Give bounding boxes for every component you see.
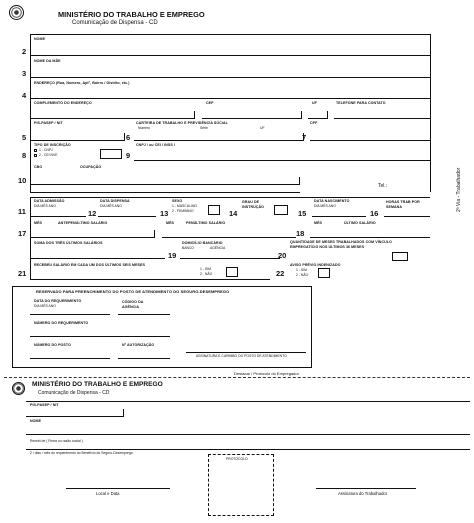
- field-16-number: 16: [370, 209, 379, 218]
- field-13-label: SEXO: [172, 199, 183, 203]
- field-17-input[interactable]: [30, 237, 155, 238]
- receipt-pis-end-tick: [123, 409, 124, 416]
- field-20-number: 20: [278, 251, 287, 260]
- field-8-number: 8: [22, 151, 27, 160]
- field-11-sub: DIA MÊS ANO: [34, 204, 56, 208]
- tel-label: Tel.:: [378, 183, 388, 189]
- receipt-top-line: [26, 401, 470, 402]
- field-21-input[interactable]: [226, 267, 238, 277]
- field-4-input[interactable]: [30, 98, 430, 99]
- field-16-label: HORAS TRAB POR SEMANA: [386, 200, 420, 209]
- field-13-input[interactable]: [208, 205, 220, 215]
- field-19-number: 19: [168, 251, 177, 260]
- field-21-number: 21: [18, 269, 27, 278]
- cep-end-tick: [301, 111, 302, 118]
- place-date-label: Local e Data: [96, 491, 120, 496]
- field-21-option-2: 2 - NÃO: [200, 272, 213, 276]
- field-14-number: 14: [229, 209, 238, 218]
- reserved-title: RESERVADO PARA PREENCHIMENTO DO POSTO DE ATENDIMENTO DO SEGURO-DESEMPREGO: [36, 289, 230, 294]
- field-3-number: 3: [22, 69, 27, 78]
- receipt-form-title: Comunicação de Dispensa - CD: [38, 390, 110, 396]
- field-8-option-2-checkbox[interactable]: [34, 154, 37, 157]
- receipt-received-label: Recebi de ( Firma ou razão social ): [30, 439, 83, 443]
- field-6-part-serie: Série: [200, 126, 208, 130]
- receipt-pis-label: PIS-PASEP / NIT: [30, 403, 59, 407]
- field-19-input[interactable]: [180, 258, 280, 259]
- field-13-option-1: 1 - MASCULINO: [172, 204, 198, 208]
- receipt-nome-input[interactable]: [26, 434, 470, 435]
- uf-label: UF: [312, 101, 317, 105]
- field-22-label: AVISO PRÉVIO INDENIZADO: [290, 263, 341, 267]
- field-11-input[interactable]: [30, 216, 86, 217]
- field-10-number: 10: [18, 176, 27, 185]
- field-18-label2: ÚLTIMO SALÁRIO: [344, 221, 376, 225]
- field-21-option-1: 1 - SIM: [200, 267, 211, 271]
- field-10-input[interactable]: [30, 184, 300, 185]
- field-8-option-1-checkbox[interactable]: [34, 149, 37, 152]
- uf-input[interactable]: [308, 118, 328, 119]
- field-18-label: PENÚLTIMO SALÁRIO: [186, 221, 226, 225]
- frame-right-line: [430, 34, 431, 192]
- req-number-label: NÚMERO DO REQUERIMENTO: [34, 321, 89, 325]
- field-17-end-tick: [154, 230, 155, 237]
- complement-label: COMPLEMENTO DO ENDEREÇO: [34, 101, 92, 105]
- field-3-end-tick: [430, 70, 431, 77]
- field-20-label: QUANTIDADE DE MESES TRABALHADOS COM VÍNCULO EMPREGATÍCIO NOS ÚLTIMOS 36 MESES: [290, 240, 392, 249]
- field-21-label: RECEBEU SALÁRIO EM CADA UM DOS ÚLTIMOS SEIS MESES: [34, 263, 145, 267]
- req-date-input[interactable]: [30, 314, 110, 315]
- field-7-input[interactable]: [310, 140, 430, 141]
- field-4-label: ENDEREÇO (Rua, Número, Apt°, Bairro / Distrito, etc.): [34, 81, 130, 85]
- cep-label: CEP: [206, 101, 214, 105]
- field-5-label: PIS-PASEP / NIT: [34, 121, 63, 125]
- field-19-part-agencia: AGÊNCIA: [210, 246, 226, 250]
- receipt-stamp-label: PROTOCOLO: [226, 457, 248, 461]
- field-18-mes: MÊS: [166, 221, 175, 225]
- field-11-number: 11: [18, 207, 26, 216]
- post-number-input[interactable]: [30, 358, 110, 359]
- field-15-label: DATA NASCIMENTO: [314, 199, 350, 203]
- field-20-input[interactable]: [392, 252, 408, 261]
- receipt-nome-label: NOME: [30, 419, 42, 423]
- soma-label: SOMA DOS TRÊS ÚLTIMOS SALÁRIOS: [34, 241, 103, 245]
- uf-end-tick: [327, 111, 328, 118]
- receipt-days-label: 2 / dias / mês do requerimento do Benefício do Seguro-Desemprego: [30, 451, 133, 455]
- agency-code-input[interactable]: [118, 314, 170, 315]
- field-8-input[interactable]: [100, 149, 122, 159]
- receipt-ministry-title: MINISTÉRIO DO TRABALHO E EMPREGO: [32, 381, 163, 388]
- signature-note: ASSINATURA E CARIMBO DO POSTO DE ATENDIMENTO: [196, 354, 287, 358]
- field-22-number: 22: [276, 269, 285, 278]
- worker-signature-line: [316, 488, 416, 489]
- frame-left-line: [30, 34, 31, 192]
- field-13-option-2: 2 - FEMININO: [172, 209, 194, 213]
- field-17-label: ANTEPENÚLTIMO SALÁRIO: [58, 221, 108, 225]
- field-8-option-1: 1 - CNPJ: [39, 148, 53, 152]
- block2-left-line: [30, 197, 31, 279]
- field-2-number: 2: [22, 47, 27, 56]
- field-18-input-ultimo[interactable]: [310, 237, 430, 238]
- cut-line-label: Destacar / Protocolo do Empregador: [234, 371, 299, 376]
- field-14-label: GRAU DE INSTRUÇÃO: [242, 200, 265, 209]
- cbo-label: CBO: [34, 165, 43, 169]
- auth-number-input[interactable]: [118, 358, 170, 359]
- receipt-stamp-box: [208, 454, 274, 516]
- field-4-end-tick: [430, 91, 431, 98]
- post-number-label: NÚMERO DO POSTO: [34, 343, 71, 347]
- field-3-input[interactable]: [30, 77, 430, 78]
- auth-number-label: Nº AUTORIZAÇÃO: [122, 343, 155, 347]
- worker-signature-label: Assinatura do Trabalhador: [338, 491, 388, 496]
- field-22-option-1: 1 - SIM: [296, 268, 307, 272]
- field-6-number: 6: [126, 133, 131, 142]
- soma-input[interactable]: [30, 258, 165, 259]
- field-8-option-2: 2 - CEI NVE: [39, 153, 58, 157]
- form-title: Comunicação de Dispensa - CD: [72, 20, 158, 26]
- field-6-part-numero: Número: [138, 126, 151, 130]
- field-8-label: TIPO DE INSCRIÇÃO: [34, 143, 71, 147]
- phone-input[interactable]: [334, 118, 430, 119]
- req-date-sub: DIA MÊS ANO: [34, 304, 56, 308]
- field-18-mes2: MÊS: [314, 221, 323, 225]
- field-18-input-penultimo[interactable]: [162, 237, 296, 238]
- place-date-line: [66, 488, 170, 489]
- field-16-input[interactable]: [384, 216, 430, 217]
- frame-bottom-line: [30, 192, 300, 193]
- field-9-input[interactable]: [134, 160, 430, 161]
- field-7-number: 7: [302, 133, 307, 142]
- agency-code-label: CÓDIGO DA AGÊNCIA: [122, 300, 144, 309]
- complement-end-tick: [194, 111, 195, 118]
- complement-input[interactable]: [30, 118, 195, 119]
- field-9-number: 9: [126, 151, 131, 160]
- block2-top-line: [30, 197, 430, 198]
- field-7-label: CPF: [310, 121, 318, 125]
- field-6-part-uf: UF: [260, 126, 265, 130]
- field-5-number: 5: [22, 133, 27, 142]
- field-15-number: 15: [298, 209, 307, 218]
- field-2-input[interactable]: [30, 55, 430, 56]
- field-12-number: 12: [88, 209, 97, 218]
- field-14-input[interactable]: [274, 205, 288, 215]
- signature-line: [186, 352, 306, 353]
- field-10-end-tick: [299, 177, 300, 184]
- field-5-input[interactable]: [30, 140, 125, 141]
- side-copy-label: 2ª Via - Trabalhador: [456, 167, 462, 212]
- phone-label: TELEFONE PARA CONTATO: [336, 101, 386, 105]
- field-4-number: 4: [22, 91, 27, 100]
- field-6-input[interactable]: [134, 140, 304, 141]
- field-2-end-tick: [430, 48, 431, 55]
- receipt-pis-input[interactable]: [26, 416, 124, 417]
- field-11-label: DATA ADMISSÃO: [34, 199, 65, 203]
- frame-top-line: [30, 34, 430, 35]
- field-2-label: NOME: [34, 37, 46, 41]
- field-17-mes: MÊS: [34, 221, 43, 225]
- field-6-label: CARTEIRA DE TRABALHO E PREVIDÊNCIA SOCIAL: [136, 121, 228, 125]
- field-22-input[interactable]: [318, 268, 330, 278]
- field-12-input[interactable]: [98, 216, 156, 217]
- field-19-label: DOMICÍLIO BANCÁRIO: [182, 241, 223, 245]
- field-17-number: 17: [18, 229, 27, 238]
- cut-line: [4, 377, 470, 378]
- field-21-line: [30, 279, 270, 280]
- field-3-label: NOME DA MÃE: [34, 59, 61, 63]
- field-18-number: 18: [296, 229, 305, 238]
- field-12-label: DATA DISPENSA: [100, 199, 130, 203]
- field-12-sub: DIA MÊS ANO: [100, 204, 122, 208]
- brasao-emblem-receipt-icon: [12, 382, 25, 395]
- brasao-emblem-icon: [9, 5, 24, 20]
- receipt-received-input[interactable]: [26, 449, 470, 450]
- ministry-title: MINISTÉRIO DO TRABALHO E EMPREGO: [58, 10, 205, 19]
- req-number-input[interactable]: [30, 336, 170, 337]
- ocupacao-label: OCUPAÇÃO: [80, 165, 102, 169]
- field-5-end-tick: [124, 133, 125, 140]
- field-19-part-banco: BANCO: [182, 246, 195, 250]
- field-15-input[interactable]: [312, 216, 366, 217]
- req-date-label: DATA DO REQUERIMENTO: [34, 299, 82, 303]
- field-9-label: CNPJ / ou CEI / INSS /: [136, 143, 175, 147]
- field-15-sub: DIA MÊS ANO: [314, 204, 336, 208]
- cep-input[interactable]: [202, 118, 302, 119]
- field-22-option-2: 2 - NÃO: [296, 273, 309, 277]
- field-13-number: 13: [160, 209, 169, 218]
